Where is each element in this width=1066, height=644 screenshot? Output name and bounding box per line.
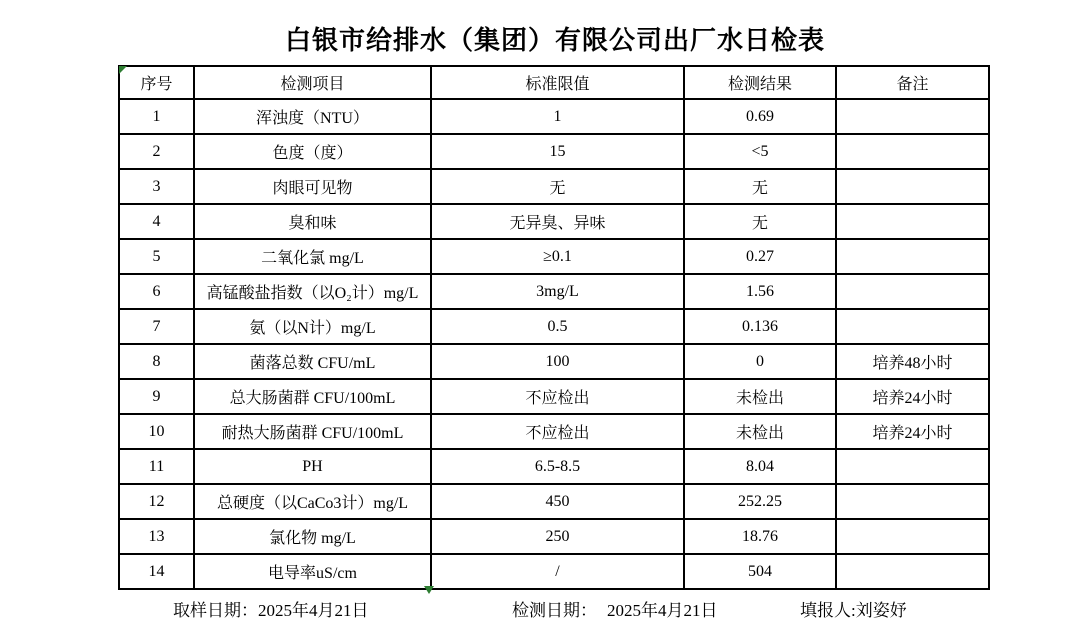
footer bbox=[0, 596, 1066, 624]
header-no: 序号 bbox=[120, 67, 195, 100]
cell-test-item: 总硬度（以CaCo3计）mg/L bbox=[195, 485, 432, 520]
header-remark: 备注 bbox=[837, 67, 990, 100]
cell-test-result: 504 bbox=[685, 555, 837, 590]
table-row bbox=[120, 275, 990, 310]
cell-test-item: 氨（以N计）mg/L bbox=[195, 310, 432, 345]
cell-remark bbox=[837, 310, 990, 345]
cell-standard-limit: 不应检出 bbox=[432, 380, 685, 415]
cell-test-item: 浑浊度（NTU） bbox=[195, 100, 432, 135]
cell-test-result: 无 bbox=[685, 205, 837, 240]
cell-serial-number: 7 bbox=[120, 310, 195, 345]
table-row bbox=[120, 520, 990, 555]
cell-test-item: PH bbox=[195, 450, 432, 485]
cell-serial-number: 12 bbox=[120, 485, 195, 520]
cell-remark: 培养24小时 bbox=[837, 415, 990, 450]
page-title: 白银市给排水（集团）有限公司出厂水日检表 bbox=[284, 26, 825, 55]
inspection-table bbox=[118, 65, 990, 590]
reporter-label: 填报人: bbox=[800, 601, 856, 620]
cell-standard-limit: 不应检出 bbox=[432, 415, 685, 450]
cell-test-item: 色度（度） bbox=[195, 135, 432, 170]
table-row bbox=[120, 485, 990, 520]
reporter-name: 刘姿妤 bbox=[855, 601, 907, 620]
cell-test-result: <5 bbox=[685, 135, 837, 170]
cell-standard-limit: ≥0.1 bbox=[432, 240, 685, 275]
cell-standard-limit: 0.5 bbox=[432, 310, 685, 345]
table-row bbox=[120, 170, 990, 205]
cell-standard-limit: 无 bbox=[432, 170, 685, 205]
excel-bottom-indicator-icon bbox=[424, 586, 434, 594]
cell-test-item: 氯化物 mg/L bbox=[195, 520, 432, 555]
cell-standard-limit: 无异臭、异味 bbox=[432, 205, 685, 240]
cell-serial-number: 8 bbox=[120, 345, 195, 380]
test-date bbox=[512, 596, 718, 621]
cell-serial-number: 14 bbox=[120, 555, 195, 590]
cell-test-item: 菌落总数 CFU/mL bbox=[195, 345, 432, 380]
cell-serial-number: 10 bbox=[120, 415, 195, 450]
cell-test-result: 8.04 bbox=[685, 450, 837, 485]
cell-remark bbox=[837, 555, 990, 590]
cell-test-result: 0 bbox=[685, 345, 837, 380]
table-row bbox=[120, 135, 990, 170]
table-row bbox=[120, 555, 990, 590]
cell-test-result: 0.136 bbox=[685, 310, 837, 345]
table-row bbox=[120, 310, 990, 345]
cell-remark: 培养24小时 bbox=[837, 380, 990, 415]
cell-test-result: 1.56 bbox=[685, 275, 837, 310]
cell-standard-limit: 100 bbox=[432, 345, 685, 380]
cell-serial-number: 4 bbox=[120, 205, 195, 240]
cell-test-result: 0.69 bbox=[685, 100, 837, 135]
cell-serial-number: 6 bbox=[120, 275, 195, 310]
cell-test-item: 臭和味 bbox=[195, 205, 432, 240]
sampling-date-label: 取样日期： bbox=[173, 601, 258, 620]
cell-test-result: 未检出 bbox=[685, 415, 837, 450]
cell-standard-limit: 450 bbox=[432, 485, 685, 520]
cell-serial-number: 2 bbox=[120, 135, 195, 170]
sampling-date-value: 2025年4月21日 bbox=[258, 601, 369, 620]
cell-test-item: 耐热大肠菌群 CFU/100mL bbox=[195, 415, 432, 450]
table-row bbox=[120, 450, 990, 485]
cell-test-result: 0.27 bbox=[685, 240, 837, 275]
cell-test-result: 252.25 bbox=[685, 485, 837, 520]
cell-remark bbox=[837, 240, 990, 275]
cell-remark bbox=[837, 100, 990, 135]
cell-standard-limit: / bbox=[432, 555, 685, 590]
cell-test-item: 二氧化氯 mg/L bbox=[195, 240, 432, 275]
cell-remark bbox=[837, 520, 990, 555]
cell-standard-limit: 250 bbox=[432, 520, 685, 555]
cell-remark bbox=[837, 205, 990, 240]
cell-serial-number: 5 bbox=[120, 240, 195, 275]
cell-serial-number: 13 bbox=[120, 520, 195, 555]
table-body bbox=[120, 100, 990, 590]
cell-standard-limit: 15 bbox=[432, 135, 685, 170]
cell-standard-limit: 6.5-8.5 bbox=[432, 450, 685, 485]
cell-remark: 培养48小时 bbox=[837, 345, 990, 380]
cell-serial-number: 11 bbox=[120, 450, 195, 485]
table-row bbox=[120, 240, 990, 275]
test-date-value: 2025年4月21日 bbox=[607, 601, 718, 620]
sampling-date bbox=[173, 596, 369, 621]
table-row bbox=[120, 415, 990, 450]
cell-remark bbox=[837, 450, 990, 485]
cell-test-item: 肉眼可见物 bbox=[195, 170, 432, 205]
header-limit: 标准限值 bbox=[432, 67, 685, 100]
cell-standard-limit: 3mg/L bbox=[432, 275, 685, 310]
test-date-label: 检测日期： bbox=[512, 601, 597, 620]
cell-remark bbox=[837, 485, 990, 520]
cell-remark bbox=[837, 135, 990, 170]
cell-test-result: 无 bbox=[685, 170, 837, 205]
cell-serial-number: 1 bbox=[120, 100, 195, 135]
cell-test-result: 未检出 bbox=[685, 380, 837, 415]
cell-remark bbox=[837, 275, 990, 310]
header-result: 检测结果 bbox=[685, 67, 837, 100]
cell-remark bbox=[837, 170, 990, 205]
table-header-row bbox=[120, 67, 990, 100]
cell-serial-number: 9 bbox=[120, 380, 195, 415]
cell-standard-limit: 1 bbox=[432, 100, 685, 135]
table-row bbox=[120, 380, 990, 415]
cell-test-item: 总大肠菌群 CFU/100mL bbox=[195, 380, 432, 415]
table-row bbox=[120, 100, 990, 135]
reporter bbox=[800, 596, 907, 621]
cell-test-item: 电导率uS/cm bbox=[195, 555, 432, 590]
table-row bbox=[120, 345, 990, 380]
header-item: 检测项目 bbox=[195, 67, 432, 100]
cell-serial-number: 3 bbox=[120, 170, 195, 205]
table-row bbox=[120, 205, 990, 240]
cell-test-result: 18.76 bbox=[685, 520, 837, 555]
cell-test-item: 高锰酸盐指数（以O₂计）mg/L bbox=[195, 275, 432, 310]
excel-corner-indicator-icon bbox=[119, 66, 127, 74]
